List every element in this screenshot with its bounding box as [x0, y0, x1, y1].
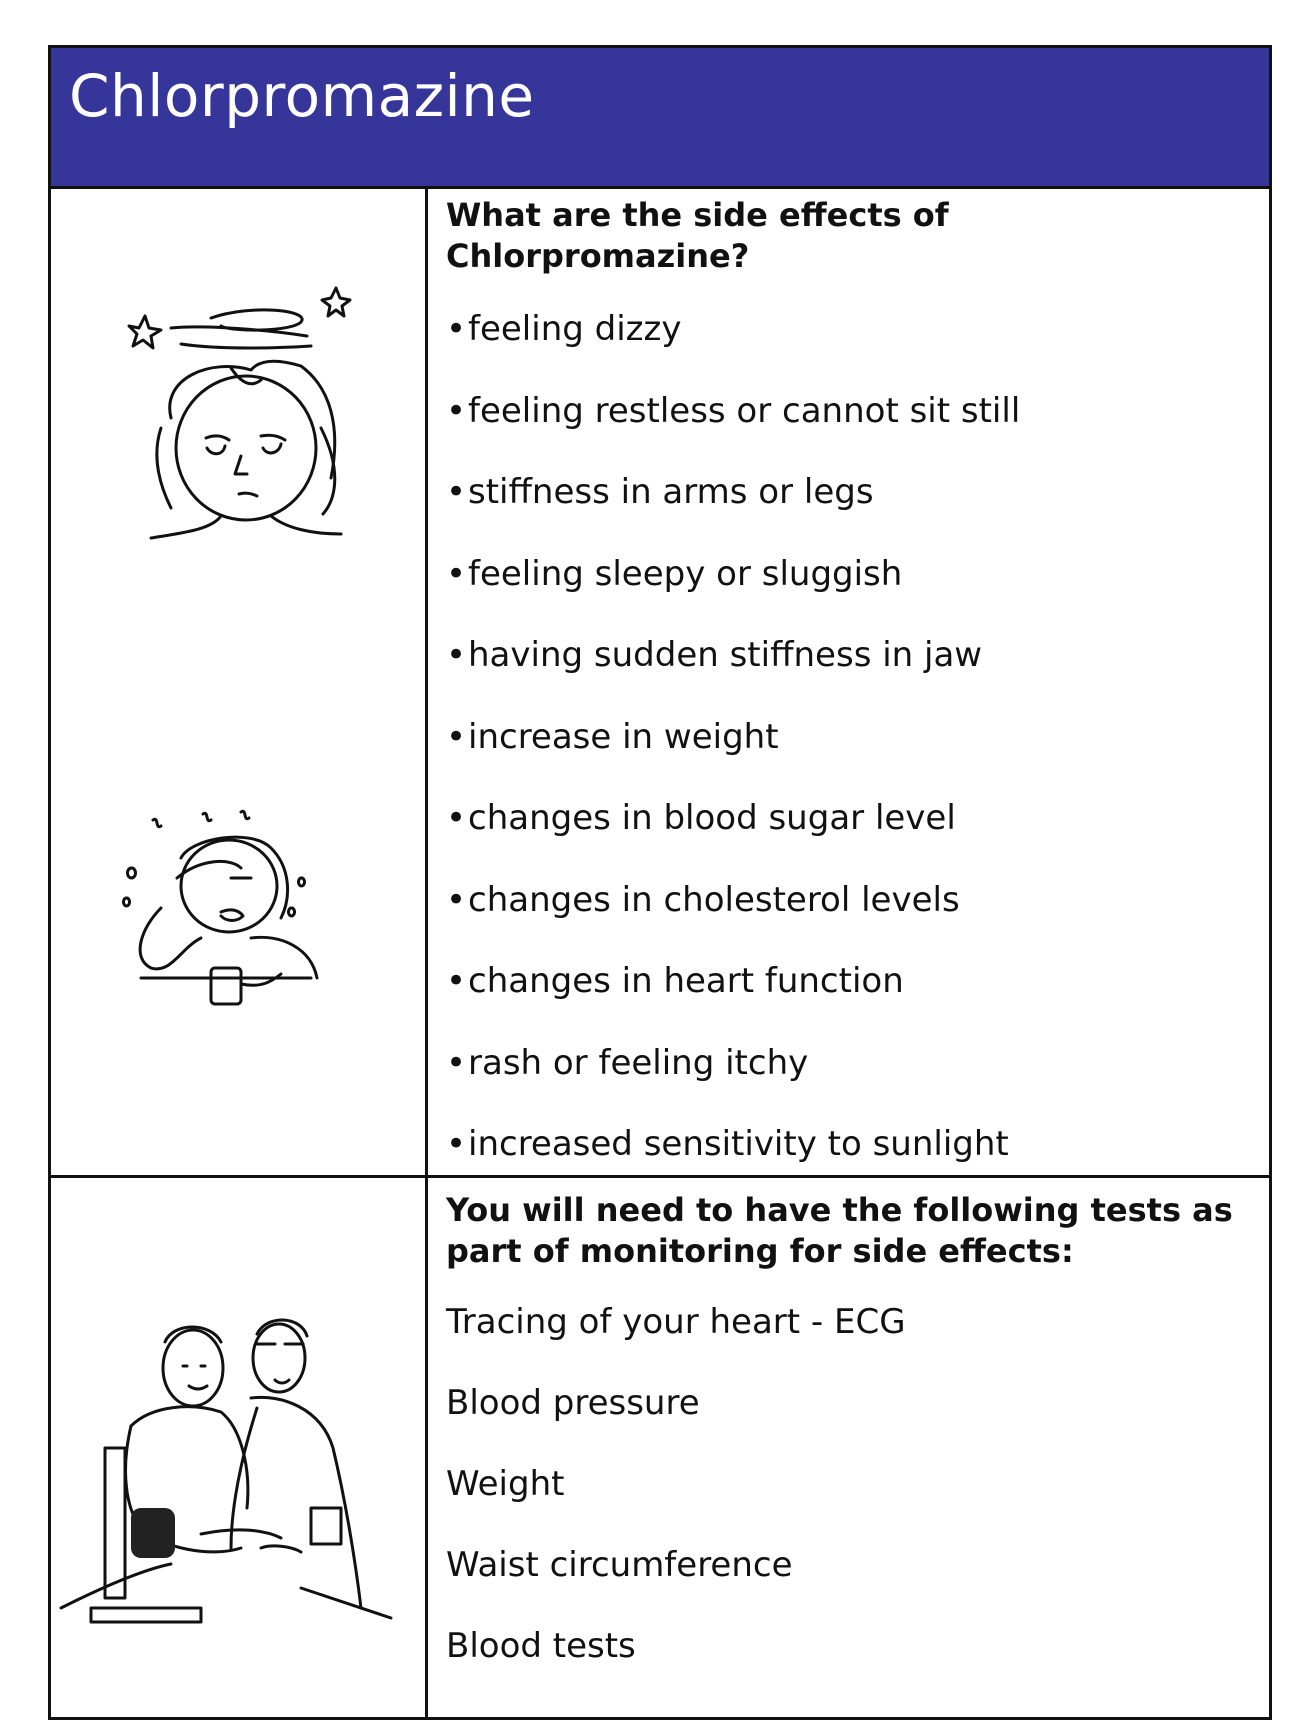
- list-item: Weight: [446, 1464, 565, 1504]
- list-item: •increased sensitivity to sunlight: [446, 1124, 1009, 1164]
- list-item: •increase in weight: [446, 716, 779, 757]
- list-item: Blood tests: [446, 1626, 636, 1666]
- tests-list: [446, 1302, 1255, 1707]
- info-sheet: [48, 45, 1272, 1720]
- list-item: •having sudden stiffness in jaw: [446, 635, 983, 675]
- list-item: •feeling restless or cannot sit still: [446, 390, 1021, 431]
- list-item: •feeling dizzy: [446, 309, 682, 349]
- monitoring-heading: You will need to have the following tests as part of monitoring for side effects:: [446, 1191, 1233, 1270]
- blood-pressure-check-illustration: [61, 1308, 401, 1628]
- list-item: Blood pressure: [446, 1383, 700, 1423]
- list-item: •changes in cholesterol levels: [446, 879, 960, 920]
- list-item: •feeling sleepy or sluggish: [446, 553, 903, 594]
- column-divider: [425, 189, 428, 1717]
- monitoring-section: [446, 1190, 1255, 1707]
- page-title: Chlorpromazine: [69, 62, 535, 130]
- list-item: •stiffness in arms or legs: [446, 472, 874, 512]
- list-item: Waist circumference: [446, 1545, 793, 1585]
- list-item: Tracing of your heart - ECG: [446, 1302, 906, 1342]
- side-effects-heading: What are the side effects of Chlorpromazine?: [446, 196, 949, 275]
- sweating-person-illustration: [121, 808, 351, 1028]
- list-item: •rash or feeling itchy: [446, 1042, 809, 1083]
- header-banner: [51, 48, 1269, 189]
- dizzy-person-illustration: [111, 288, 351, 548]
- side-effects-section: [446, 195, 1255, 1206]
- list-item: •changes in blood sugar level: [446, 798, 956, 838]
- list-item: •changes in heart function: [446, 961, 904, 1001]
- side-effects-list: [446, 309, 1255, 1206]
